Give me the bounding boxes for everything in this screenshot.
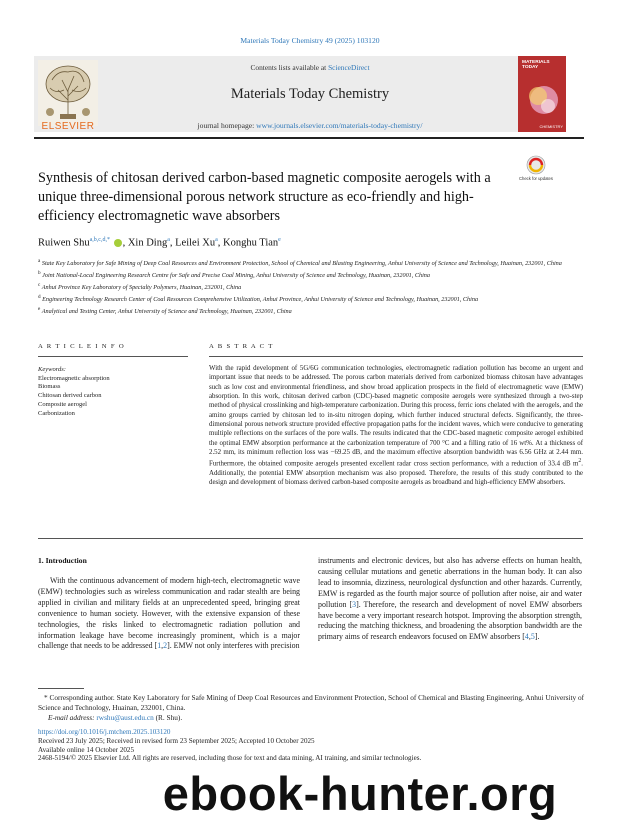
journal-reference[interactable]: Materials Today Chemistry 49 (2025) 103120 <box>240 36 380 45</box>
affiliation: $^d$ Engineering Technology Research Center of Coal Resources Comprehensive Utilization, Anhui Province, Anhui University of Science and Technology, Huainan, 232001, China <box>38 293 479 303</box>
article-title: Synthesis of chitosan derived carbon-based magnetic composite aerogels with a unique three-dimensional porous network structure as eco-friendly and high-efficiency electromagnetic wave absorbers <box>38 170 491 224</box>
author-name[interactable]: Xin Ding <box>127 237 168 249</box>
affiliation: $^b$ Joint National-Local Engineering Research Centre for Safe and Precise Coal Mining, Anhui University of Science and Technology, Huainan, 232001, China <box>38 269 430 280</box>
homepage-prefix: journal homepage: <box>197 121 257 130</box>
corresponding-author-footnote <box>38 693 586 723</box>
received-dates: Received 23 July 2025; Received in revised form 23 September 2025; Accepted 10 October 2025 <box>38 736 315 745</box>
keyword: Carbonization <box>38 409 75 417</box>
article-info-heading: A R T I C L E I N F O <box>38 343 125 350</box>
keyword: Biomass <box>38 383 61 391</box>
watermark-text: ebook-hunter.org <box>162 767 558 820</box>
available-online: Available online 14 October 2025 <box>38 745 135 754</box>
header-divider <box>34 137 584 139</box>
check-updates-label: Check for updates <box>519 176 553 181</box>
keywords-label: Keywords: <box>38 366 66 373</box>
footnote-marker: * <box>44 693 48 702</box>
sciencedirect-link[interactable]: ScienceDirect <box>328 63 370 72</box>
keyword: Composite aerogel <box>38 400 87 408</box>
footnote-text: Corresponding author. State Key Laboratory for Safe Mining of Deep Coal Resources and Environment Protection, School of Chemical and Blasting Engineering, Anhui University of Science and Technology, Huainan, 232001, China. <box>38 693 585 712</box>
keyword: Electromagnetic absorption <box>38 374 110 382</box>
author-name[interactable]: Konghu Tian <box>223 237 279 249</box>
doi-link[interactable]: https://doi.org/10.1016/j.mtchem.2025.103120 <box>38 728 171 736</box>
keyword-list <box>38 366 188 418</box>
intro-left-column: With the continuous advancement of modern high-tech, electromagnetic wave (EMW) technologies such as wireless communication and radar stealth are being applied in civilian and military fields at an unprecedented speed, bringing great convenience to human society. However, with the extensive expansion of these technologies, the risks linked to electromagnetic radiation pollution and information leakage have become increasingly prominent, which is a major challenge that needs to be addressed [1,2]. EMW not only interferes with precision <box>38 576 300 651</box>
contents-line <box>110 63 510 72</box>
affiliation-list <box>38 257 566 317</box>
copyright-line: 2468-5194/© 2025 Elsevier Ltd. All rights are reserved, including those for text and data mining, AI training, and similar technologies. <box>38 754 422 763</box>
publisher-logo-text: ELSEVIER <box>41 121 95 132</box>
author-list: Ruiwen Shu$^{a,b,c,d,*}$ , Xin Ding$^a$, Leilei Xu$^a$, Konghu Tian$^e$ <box>38 237 281 249</box>
author-name[interactable]: Leilei Xu <box>175 237 216 249</box>
affiliation: $^c$ Anhui Province Key Laboratory of Specialty Polymers, Huainan, 232001, China <box>38 281 242 291</box>
author-affil-marker[interactable]: e <box>278 237 281 243</box>
citation-link[interactable]: 1 <box>157 641 162 651</box>
article-info-divider <box>38 356 188 357</box>
affiliation: $^e$ Analytical and Testing Center, Anhui University of Science and Technology, Huainan, 232001, China <box>38 305 292 315</box>
homepage-link[interactable]: www.journals.elsevier.com/materials-today-chemistry/ <box>256 121 423 130</box>
affiliation: $^a$ State Key Laboratory for Safe Mining of Deep Coal Resources and Environment Protection, School of Chemical and Blasting Engineering, Anhui University of Science and Technology, Huainan, 232001, China <box>38 258 562 268</box>
check-for-updates-icon[interactable] <box>519 153 553 187</box>
section-heading-introduction: 1. Introduction <box>38 556 87 565</box>
abstract-text: With the rapid development of 5G/6G communication technologies, electromagnetic radiation pollution has become an urgent and important issue that needs to be addressed. The porous carbon materials derived from carbonized biomass chitosan have advantages such as low cost and environmental friendliness, and show broad application prospects in the field of electromagnetic wave (EMW) absorption. In this work, chitosan derived carbon (CDC)-based magnetic composite aerogels were synthesized through a two-step method of physical crosslinking and high-temperature carbonization. During this process, ferric ions chelated with the aerogels, and the amino groups carried by chitosan led to in-situ nitrogen doping, which further induced structural defects. Significantly, the three-dimensional porous network structure provided effective propagation paths for the incident waves, which were conducive to generating multiple reflections on the surfaces of the pore walls. The results indicated that the CDC-based magnetic composite aerogel exhibited the optimal EMW absorption performance at the carbonization temperature of 700 °C and a filling ratio of 16 wt%. At a thickness of 2.52 mm, its minimum reflection loss was −69.25 dB, and the maximum effective absorption bandwidth was 6.56 GHz at 2.44 mm. Furthermore, the obtained composite aerogels presented excellent radar cross section performance, with a reduction of 33.4 dB $m^2$. Additionally, the potential EMW absorption mechanism was also proposed. Therefore, the results of this study contributed to the design and development of biomass derived carbon-based composite aerogels as broadband and high-efficiency EMW absorbers. <box>209 365 583 487</box>
author-affil-marker[interactable]: a <box>215 237 218 243</box>
homepage-line <box>110 121 510 130</box>
journal-name: Materials Today Chemistry <box>230 86 390 102</box>
citation-link[interactable]: 2 <box>163 641 168 651</box>
citation-link[interactable]: 4 <box>524 632 529 642</box>
abstract-divider <box>209 356 583 357</box>
abstract-heading: A B S T R A C T <box>209 343 274 350</box>
publication-info <box>38 728 586 763</box>
cover-title: MATERIALS TODAY <box>522 60 550 71</box>
author-affil-marker[interactable]: a <box>167 237 170 243</box>
citation-link[interactable]: 5 <box>530 632 535 642</box>
author-name[interactable]: Ruiwen Shu <box>38 237 90 249</box>
email-line: E-mail address: rwshu@aust.edu.cn (R. Shu). <box>48 713 183 722</box>
elsevier-tree-icon <box>38 60 98 126</box>
intro-right-column: instruments and electronic devices, but also has adverse effects on human health, causing cellular mutations and genetic aberrations in the human body. It can also lead to insomnia, dizziness, neurological dysfunction and other hazards. Currently, EMW is regarded as the fourth major source of pollution after noise, air and water pollution [3]. Therefore, the research and development of novel EMW absorbers have become a very important research hotspot. Improving the absorption strength, reducing the matching thickness, and broadening the absorption bandwidth are the primary aims of research endeavors focused on EMW absorbers [4,5]. <box>318 556 582 642</box>
orcid-icon[interactable] <box>114 239 122 247</box>
keyword: Chitosan derived carbon <box>38 392 102 400</box>
abstract-bottom-divider <box>38 538 583 539</box>
footnote-divider <box>38 688 84 689</box>
contents-prefix: Contents lists available at <box>250 63 329 72</box>
citation-link[interactable]: 3 <box>352 599 357 609</box>
journal-cover-thumbnail <box>518 56 566 132</box>
author-affil-marker[interactable]: a,b,c,d,* <box>89 237 110 243</box>
cover-subtitle: CHEMISTRY <box>539 124 563 129</box>
email-link[interactable]: rwshu@aust.edu.cn <box>96 713 154 722</box>
